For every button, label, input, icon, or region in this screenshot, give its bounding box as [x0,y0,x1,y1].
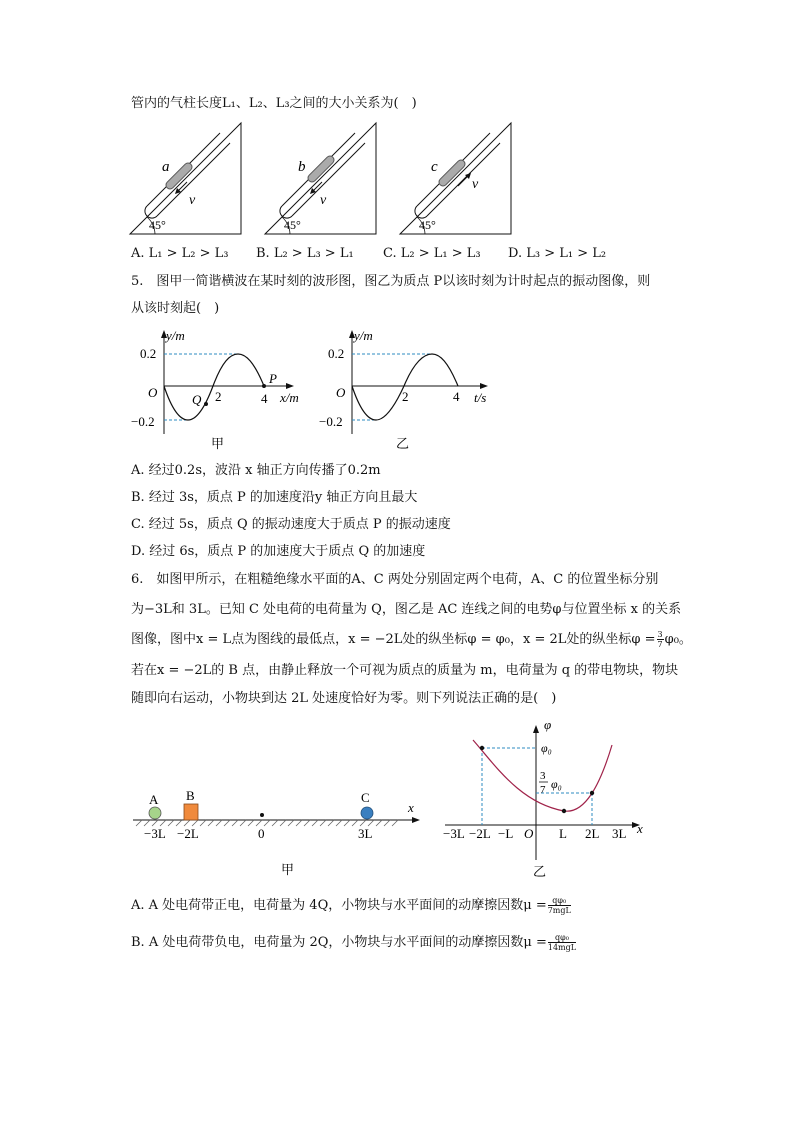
fig-yi-frac-num: 3 [540,770,546,782]
graph-yi-ytick-top: 0.2 [328,346,345,361]
q6-option-a [131,896,572,915]
q6-option-b-fraction: $\frac{\text{qφ₀}}{\text{14mgL}}$ [547,933,577,952]
fig-yi-xtick-neg-2l: −2L [469,826,491,841]
velocity-label-c: v [472,177,479,192]
q5-option-a: A. 经过0.2s，波沿 x 轴正方向传播了0.2m [131,463,381,478]
q6-stem-line-2: 为−3L和 3L。已知 C 处电荷的电荷量为 Q，图乙是 AC 连线之间的电势φ与位置坐标 x 的关系 [131,602,682,617]
q6-figure-yi [440,715,655,880]
graph-yi-ylabel: y/m [354,328,373,343]
graph-jia-caption: 甲 [211,436,225,451]
fig-yi-caption: 乙 [533,864,547,879]
q5-option-c: C. 经过 5s，质点 Q 的振动速度大于质点 P 的振动速度 [131,517,451,532]
velocity-label-a: v [189,193,196,208]
graph-jia-ytick-top: 0.2 [140,346,157,361]
q6-stem-line-5: 随即向右运动，小物块到达 2L 处速度恰好为零。则下列说法正确的是( ) [131,691,557,706]
graph-jia-xtick-2: 2 [215,389,222,404]
tick-neg-3l: −3L [144,826,166,841]
incline-figure-a [130,123,241,234]
fig-yi-xtick-3l: 3L [612,826,627,841]
charge-a-ball [149,807,161,819]
q6-line3-post: φ₀。 [664,632,692,647]
point-p-label: P [269,371,277,386]
label-c: C [361,790,370,805]
q6-line3-fraction: $\frac{3}{7}$ [657,630,663,649]
block-b [184,804,198,820]
fig-yi-ylabel: φ [544,717,552,732]
q6-stem-line-4: 若在x = −2L的 B 点，由静止释放一个可视为质点的质量为 m，电荷量为 q 的带电物块，物块 [131,663,679,678]
fig-jia-caption: 甲 [281,862,295,877]
graph-jia-ylabel: y/m [166,328,185,343]
q5-stem-line-1: 5. 图甲一简谐横波在某时刻的波形图，图乙为质点 P以该时刻为计时起点的振动图像，则 [131,274,651,289]
fig-yi-xtick-neg-l: −L [498,826,514,841]
tick-neg-2l: −2L [177,826,199,841]
q6-stem-line-1: 6. 如图甲所示，在粗糙绝缘水平面的A、C 两处分别固定两个电荷，A、C 的位置坐标分别 [131,572,659,587]
q6-line3-pre: 图像，图中x = L点为图线的最低点，x = −2L处的纵坐标φ = φ₀，x = 2L处的纵坐标φ = [131,632,656,647]
q6-option-a-fraction: $\frac{\text{qφ₀}}{\text{7mgL}}$ [547,896,571,915]
graph-jia-xtick-4: 4 [261,391,268,406]
q5-stem-line-2: 从该时刻起( ) [131,301,220,316]
angle-label-c: 45° [419,218,436,232]
q4-option-a: A. L₁ > L₂ > L₃ [131,246,229,261]
graph-jia-xlabel: x/m [280,390,299,405]
q5-option-d: D. 经过 6s，质点 P 的加速度大于质点 Q 的加速度 [131,544,426,559]
q6-option-a-text: A. A 处电荷带正电，电荷量为 4Q，小物块与水平面间的动摩擦因数μ = [131,898,547,913]
fig-yi-xtick-2l: 2L [585,826,600,841]
tube-label-c: c [431,159,438,175]
axis-x-label: x [408,800,414,815]
fig-yi-xtick-neg-3l: −3L [443,826,465,841]
fig-yi-frac-phi0: φ₀ [551,777,562,791]
angle-label-a: 45° [149,218,166,232]
q6-option-b [131,933,577,952]
tick-3l: 3L [358,826,373,841]
q5-option-b: B. 经过 3s，质点 P 的加速度沿y 轴正方向且最大 [131,490,418,505]
q6-figure-jia [128,780,433,880]
tick-zero: 0 [258,826,265,841]
q6-option-b-text: B. A 处电荷带负电，电荷量为 2Q，小物块与水平面间的动摩擦因数μ = [131,935,547,950]
graph-jia-ytick-bottom: −0.2 [131,414,155,429]
q5-wave-graphs [128,322,498,454]
graph-yi-ytick-bottom: −0.2 [319,414,343,429]
q4-option-b: B. L₂ > L₃ > L₁ [256,246,354,261]
label-b: B [186,788,195,803]
fig-yi-xtick-l: L [559,826,567,841]
fig-yi-origin: O [524,826,534,841]
tube-label-a: a [162,159,170,175]
charge-c-ball [361,807,373,819]
angle-label-b: 45° [284,218,301,232]
q4-stem: 管内的气柱长度L₁、L₂、L₃之间的大小关系为( ) [131,96,417,111]
fig-yi-ytick-phi0: φ₀ [541,741,552,755]
graph-yi [319,328,488,451]
velocity-label-b: v [320,193,327,208]
incline-figure-b [265,123,376,234]
q4-option-d: D. L₃ > L₁ > L₂ [508,246,607,261]
q6-stem-line-3 [131,630,692,649]
point-q-label: Q [192,392,202,407]
graph-yi-origin: O [336,385,346,400]
incline-figure-c [400,123,511,234]
q4-option-c: C. L₂ > L₁ > L₃ [383,246,481,261]
graph-jia [131,328,299,451]
graph-yi-xtick-2: 2 [402,389,409,404]
graph-yi-xtick-4: 4 [453,389,460,404]
fig-yi-xlabel: x [637,821,643,836]
label-a: A [149,792,159,807]
graph-jia-origin: O [148,385,158,400]
graph-yi-xlabel: t/s [474,390,487,405]
tube-label-b: b [298,159,306,175]
fig-yi-frac-den: 7 [540,784,546,796]
q4-incline-figures [125,118,625,240]
graph-yi-caption: 乙 [396,436,410,451]
